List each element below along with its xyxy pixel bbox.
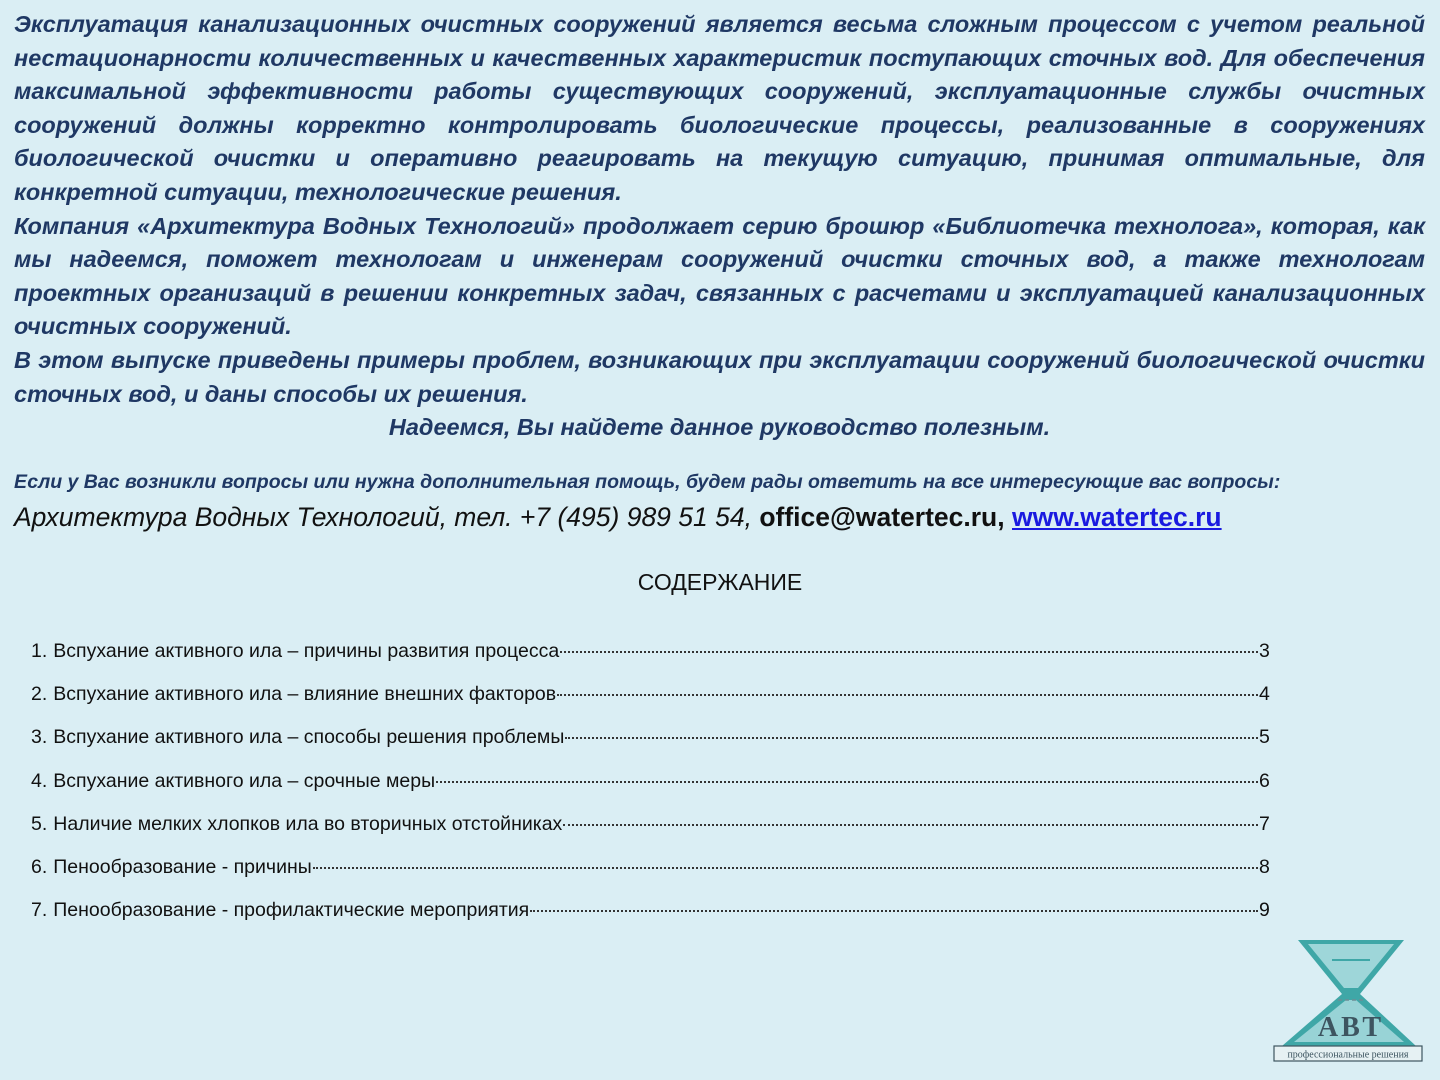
website-link[interactable]: www.watertec.ru (1012, 502, 1222, 532)
toc-item[interactable] (31, 640, 1271, 683)
toc-item-page: 3 (1259, 640, 1270, 662)
toc-item-title: Пенообразование - причины (53, 855, 312, 878)
toc-item-page: 4 (1259, 683, 1270, 706)
logo-letters: АВТ (1317, 1012, 1385, 1043)
toc-item-page: 9 (1259, 899, 1270, 922)
toc-item-page: 5 (1259, 726, 1270, 749)
toc-item[interactable] (31, 813, 1271, 856)
logo-tagline: профессиональные решения (1287, 1049, 1409, 1061)
toc-item-title: Пенообразование - профилактические мероприятия (53, 899, 530, 922)
toc-item-title: Вспухание активного ила – способы решения проблемы (53, 726, 565, 749)
toc-item[interactable] (31, 856, 1271, 899)
intro-paragraph: Компания «Архитектура Водных Технологий» продолжает серию брошюр «Библиотечка технолога», которая, как мы надеемся, поможет технологам и инженерам сооружений очистки сточных вод, а также технологам проектных организаций в решении конкретных задач, связанных с расчетами и эксплуатацией канализационных очистных сооружений. (14, 212, 1425, 340)
toc-item-page: 8 (1259, 855, 1270, 878)
toc-item[interactable] (31, 899, 1271, 942)
toc-item-number: 5. (31, 812, 48, 835)
toc-item[interactable] (31, 770, 1271, 813)
toc-item-title: Наличие мелких хлопков ила во вторичных отстойниках (53, 812, 563, 835)
toc-item-number: 1. (31, 640, 48, 662)
contact-line (14, 499, 1222, 535)
toc-leader-dots (313, 867, 1258, 869)
email-link[interactable]: office@watertec.ru (759, 502, 998, 532)
toc-item[interactable] (31, 726, 1271, 769)
table-of-contents (31, 640, 1271, 942)
toc-item-title: Вспухание активного ила – влияние внешних факторов (53, 683, 557, 706)
intro-text (14, 8, 1425, 445)
closing-line: Надеемся, Вы найдете данное руководство полезным. (388, 414, 1051, 441)
toc-leader-dots (560, 651, 1258, 653)
toc-item-title: Вспухание активного ила – причины развития процесса (53, 640, 560, 662)
toc-leader-dots (563, 824, 1258, 826)
intro-paragraph: В этом выпуске приведены примеры проблем, возникающих при эксплуатации сооружений биологической очистки сточных вод, и даны способы их решения. (14, 346, 1425, 407)
toc-item-number: 3. (31, 726, 48, 749)
contact-separator: , (997, 502, 1005, 532)
toc-title: СОДЕРЖАНИЕ (637, 569, 803, 595)
toc-item-title: Вспухание активного ила – срочные меры (53, 769, 436, 792)
toc-leader-dots (436, 781, 1258, 783)
toc-item-number: 7. (31, 899, 48, 922)
toc-item[interactable] (31, 683, 1271, 726)
toc-leader-dots (530, 910, 1258, 912)
toc-item-number: 2. (31, 683, 48, 706)
company-logo (1268, 936, 1424, 1064)
toc-item-number: 6. (31, 855, 48, 878)
toc-item-number: 4. (31, 769, 48, 792)
toc-leader-dots (565, 737, 1258, 739)
toc-item-page: 7 (1259, 812, 1270, 835)
intro-paragraph: Эксплуатация канализационных очистных сооружений является весьма сложным процессом с учетом реальной нестационарности количественных и качественных характеристик поступающих сточных вод. Для обеспечения максимальной эффективности работы существующих сооружений, эксплуатационные службы очистных сооружений должны корректно контролировать биологические процессы, реализованные в сооружениях биологической очистки и оперативно реагировать на текущую ситуацию, принимая оптимальные, для конкретной ситуации, технологические решения. (14, 11, 1425, 205)
contact-lead: Если у Вас возникли вопросы или нужна дополнительная помощь, будем рады ответить на все интересующие вас вопросы: (14, 471, 1281, 493)
toc-leader-dots (557, 694, 1258, 696)
toc-item-page: 6 (1259, 769, 1270, 792)
company-phone: Архитектура Водных Технологий, тел. +7 (495) 989 51 54, (14, 502, 752, 532)
